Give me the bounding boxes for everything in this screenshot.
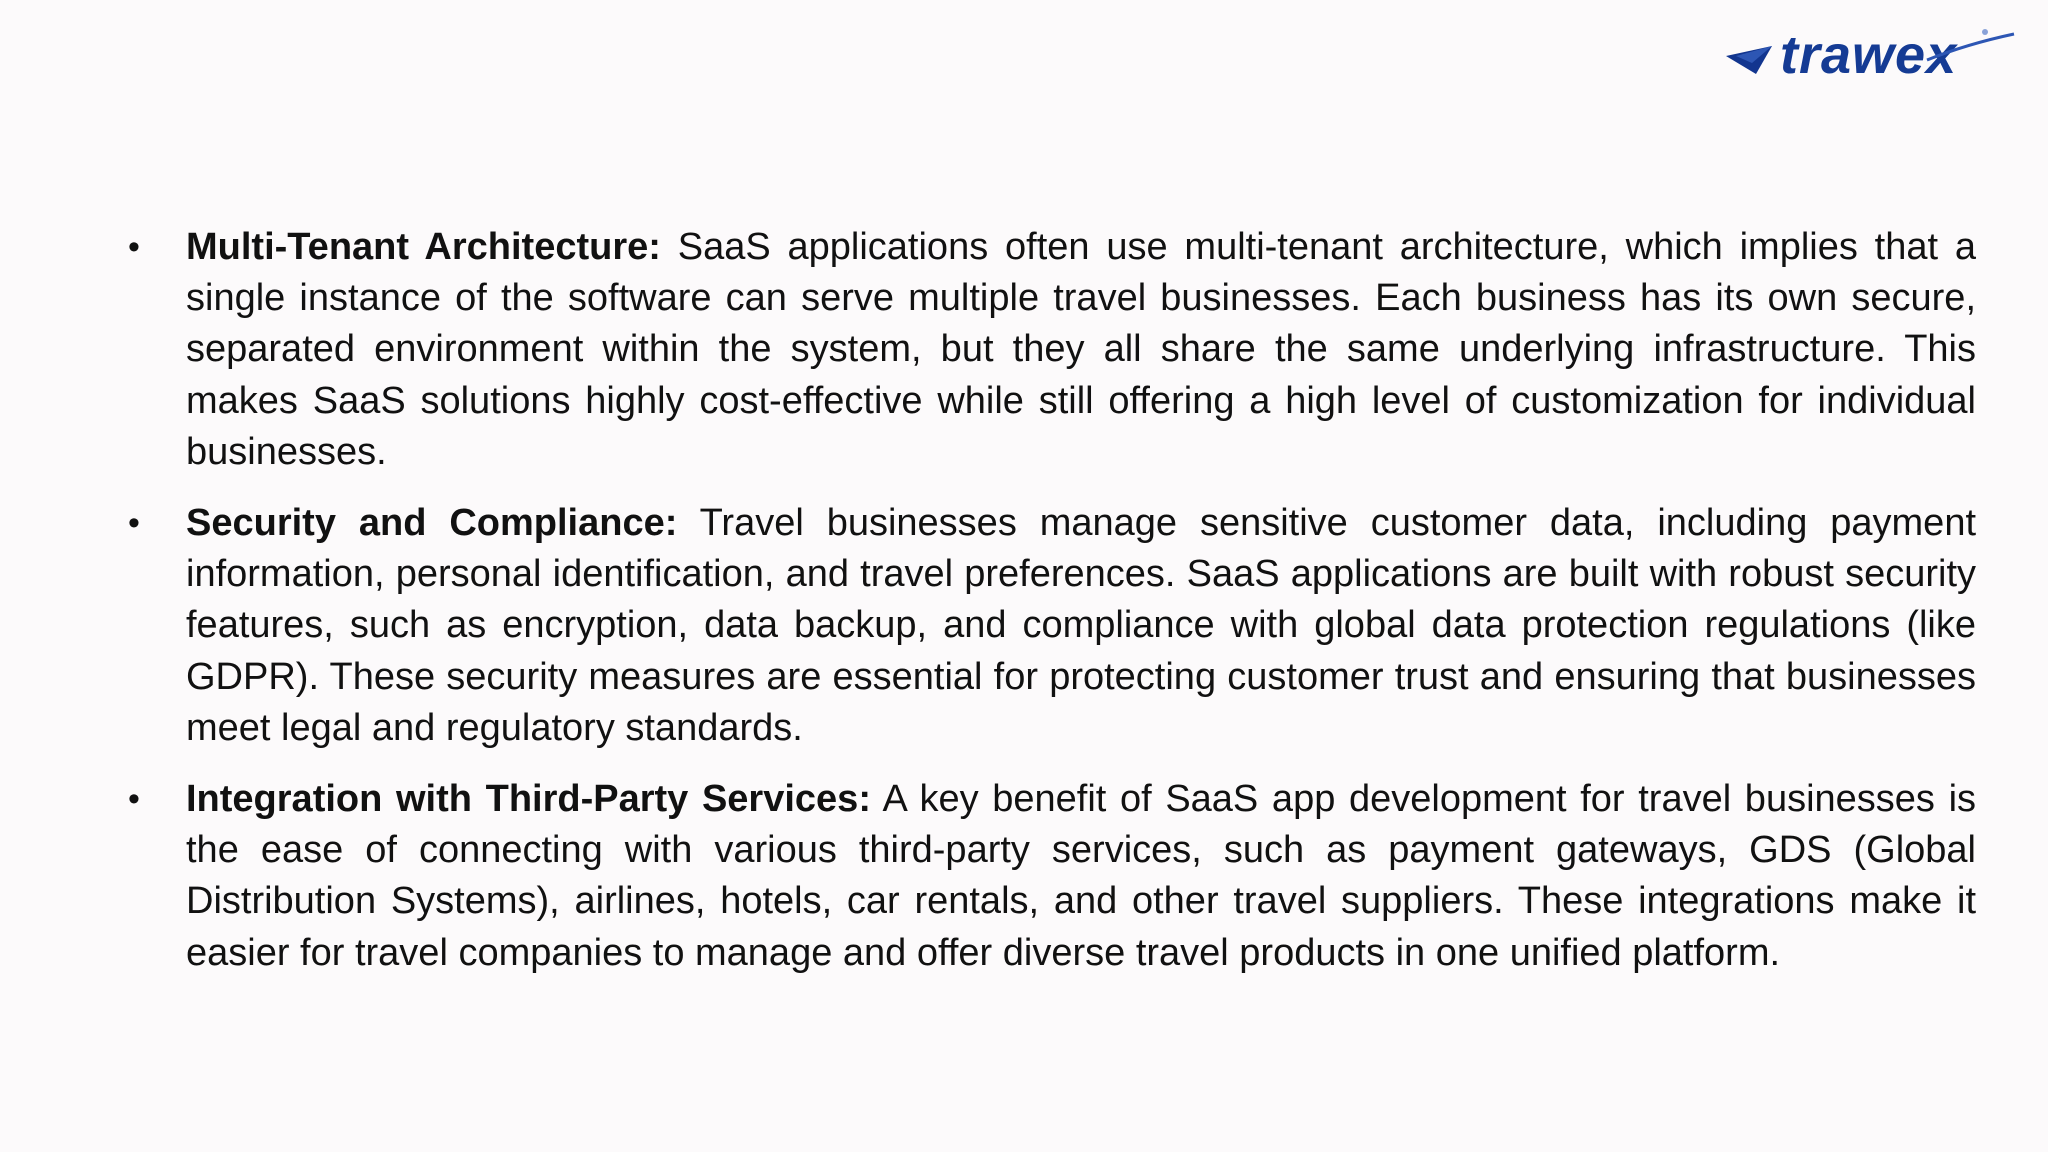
bullet-description: A key benefit of SaaS app development for travel businesses is the ease of connecting with various third-party services, such as payment gateways, GDS (Global Distribution Systems), airlines, hotels, car rentals, and other travel suppliers. These integrations make it easier for travel companies to manage and offer diverse travel products in one unified platform. bbox=[186, 778, 1977, 974]
logo-wordmark: trawex bbox=[1780, 25, 1958, 85]
slide-content bbox=[128, 222, 1976, 999]
bullet-term: Integration with Third-Party Services: bbox=[186, 778, 871, 821]
bullet-term: Security and Compliance: bbox=[186, 502, 678, 545]
bullet-dot-icon: • bbox=[128, 228, 140, 266]
bullet-security-and-compliance bbox=[128, 498, 1976, 754]
bullet-dot-icon: • bbox=[128, 504, 140, 543]
feature-list bbox=[128, 222, 1976, 979]
bullet-dot-icon: • bbox=[128, 780, 140, 819]
bullet-third-party-integration bbox=[128, 774, 1976, 979]
bullet-description: Travel businesses manage sensitive customer data, including payment information, personal identification, and travel preferences. SaaS applications are built with robust security features, such as encryption, data backup, and compliance with global data protection regulations (like GDPR). These security measures are essential for protecting customer trust and ensuring that businesses meet legal and regulatory standards. bbox=[186, 502, 1977, 749]
bullet-multi-tenant-architecture bbox=[128, 222, 1976, 478]
trawex-logo bbox=[1722, 22, 2022, 92]
bullet-term: Multi-Tenant Architecture: bbox=[186, 226, 661, 268]
bullet-description: SaaS applications often use multi-tenant architecture, which implies that a single instance of the software can serve multiple travel businesses. Each business has its own secure, separated environment within the system, but they all share the same underlying infrastructure. This makes SaaS solutions highly cost-effective while still offering a high level of customization for individual businesses. bbox=[186, 226, 1976, 473]
